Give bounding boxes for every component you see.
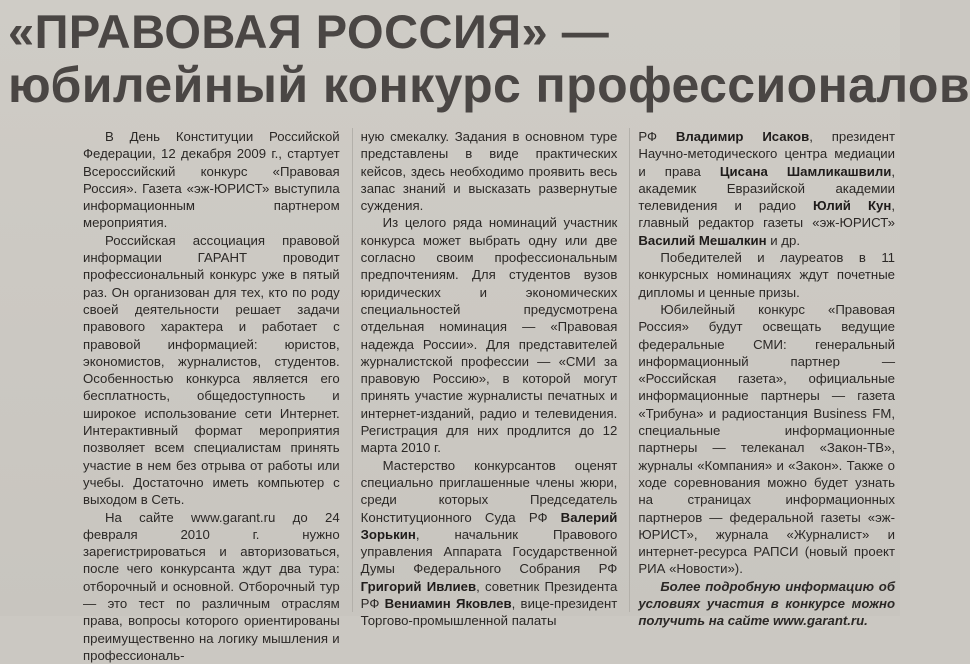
article-paragraph: [638, 128, 895, 249]
text-segment: На сайте www.garant.ru до 24 февраля 2010 г. нужно зарегистрироваться и авторизоваться, после чего конкурсанта ждут два тура: отборочный и основной. Отборочный тур — это тест по различным отраслям права, вопросы которого ориентированы преимущественно на логику мышления и профессиональ-: [83, 509, 340, 663]
article-column-3: [629, 128, 896, 629]
article-paragraph: [638, 301, 895, 578]
text-segment: и др.: [766, 232, 800, 248]
info-note: [638, 578, 895, 630]
person-name: Василий Мешалкин: [638, 232, 767, 248]
text-segment: Из целого ряда номинаций участник конкурса может выбрать одну или две согласно своим профессиональным предпочтениям. Для студентов вузов юридических и экономических специальностей предусмотрена отдельная номинация — «Правовая надежда России». Для представителей журналистской профессии — «СМИ за правовую Россию», в которой могут принять участие журналисты печатных и интернет-изданий, радио и телевидения. Регистрация для них продлится до 12 марта 2010 г.: [360, 215, 618, 456]
text-segment: ную смекалку. Задания в основном туре представлены в виде практических кейсов, здесь необходимо проявить весь запас знаний и высказать развернутые суждения.: [360, 129, 618, 214]
text-segment: , вице-президент Торгово-промышленной палаты: [360, 596, 618, 629]
headline-line-2: юбилейный конкурс профессионалов: [8, 57, 970, 113]
text-segment: , главный редактор газеты «эж-ЮРИСТ»: [638, 198, 896, 231]
headline-line-1: «ПРАВОВАЯ РОССИЯ» —: [8, 5, 610, 58]
person-name: Владимир Исаков: [675, 129, 810, 144]
article-column-2: [352, 128, 618, 629]
article-column-1: [83, 128, 340, 663]
person-name: Юлий Кун: [813, 198, 892, 214]
article-paragraph: [83, 232, 340, 509]
article-paragraph: [361, 128, 618, 214]
text-segment: , начальник Правового управления Аппарата Государственной Думы Федерального Собрания РФ: [360, 526, 618, 577]
person-name: Цисана Шамликашвили: [719, 163, 892, 179]
headline: [8, 4, 970, 114]
text-segment: Более подробную информацию об условиях участия в конкурсе можно получить на сайте www.garant.ru.: [638, 578, 896, 629]
person-name: Валерий Зорькин: [360, 509, 618, 542]
text-segment: Победителей и лауреатов в 11 конкурсных номинациях ждут почетные дипломы и ценные призы.: [638, 250, 896, 300]
person-name: Григорий Ивлиев: [360, 578, 477, 594]
text-segment: , академик Евразийской академии телевидения и радио: [638, 163, 896, 214]
article-paragraph: [361, 457, 618, 630]
text-segment: , советник Президента РФ: [360, 578, 618, 612]
article-paragraph: [361, 214, 618, 456]
text-segment: РФ: [638, 129, 676, 144]
text-segment: Российская ассоциация правовой информации ГАРАНТ проводит профессиональный конкурс уже в пятый раз. Он организован для тех, кто по роду своей деятельности решает задачи правового характера и работает с правовой информацией: юристов, экономистов, журналистов, студентов. Особенностью конкурса является его бесплатность, общедоступность и широкое использование сети Интернет. Интерактивный формат мероприятия позволяет всем специалистам принять участие в нем без отрыва от работы или учебы. Достаточно иметь компьютер с выходом в Сеть.: [83, 232, 340, 508]
article-body: [83, 128, 896, 663]
text-segment: В День Конституции Российской Федерации, 12 декабря 2009 г., стартует Всероссийский конкурс «Правовая Россия». Газета «эж-ЮРИСТ» выступила информационным партнером мероприятия.: [83, 129, 340, 231]
person-name: Вениамин Яковлев: [384, 596, 512, 612]
text-segment: , президент Научно-методического центра медиации и права: [638, 129, 896, 179]
article-paragraph: [638, 249, 895, 301]
article-paragraph: [83, 509, 340, 664]
text-segment: Мастерство конкурсантов оценят специально приглашенные члены жюри, среди которых Председатель Конституционного Суда РФ: [360, 457, 618, 525]
article-paragraph: [83, 128, 340, 232]
text-segment: Юбилейный конкурс «Правовая Россия» будут освещать ведущие федеральные СМИ: генеральный информационный партнер — «Российская газета», официальные информационные партнеры — газета «Трибуна» и радиостанция Business FM, специальные информационные партнеры — телеканал «Закон-ТВ», журналы «Компания» и «Закон». Также о ходе соревнования можно будет узнать на страницах информационных партнеров — федеральной газеты «эж-ЮРИСТ», журнала «Журналист» и интернет-ресурса РАПСИ (новый проект РИА «Новости»).: [638, 301, 896, 577]
